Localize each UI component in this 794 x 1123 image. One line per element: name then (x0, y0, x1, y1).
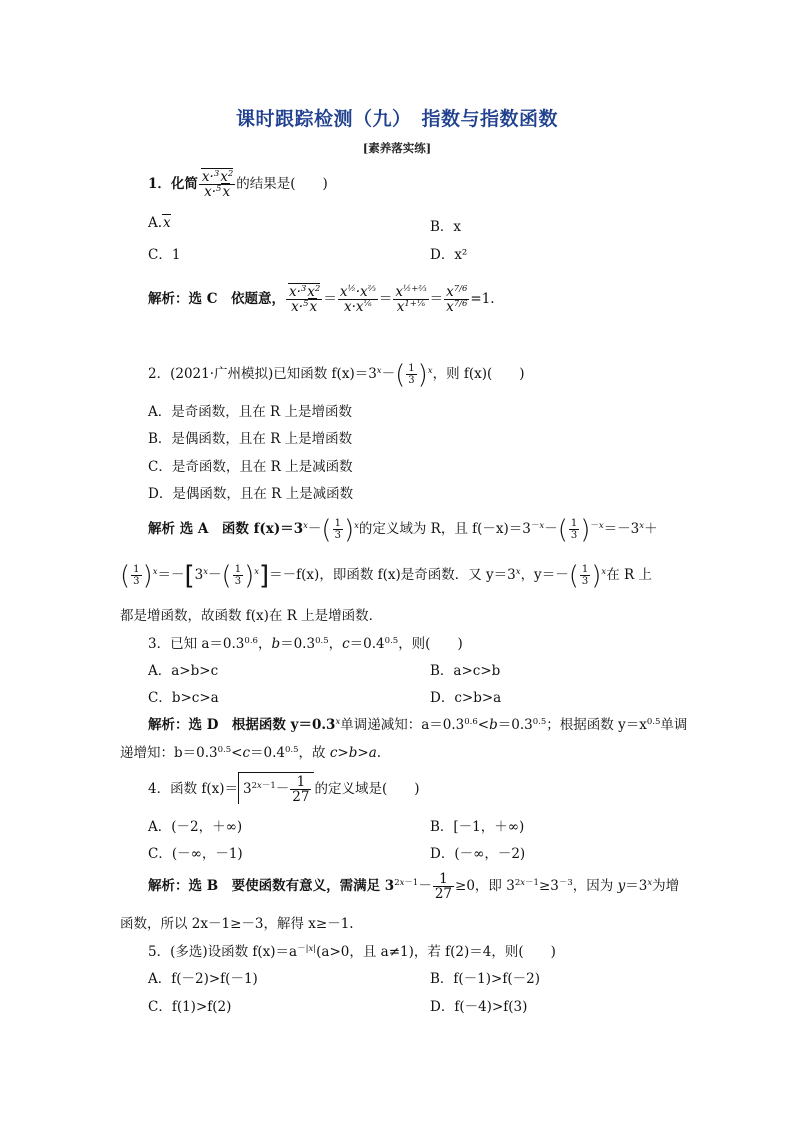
q2-stem: 2．(2021·广州模拟)已知函数 $f(x)=3^x-$( $\frac{1}{3}$ )$^x$，则 f(x)( ) (148, 360, 525, 390)
q2-option-d: D．是偶函数，且在 R 上是减函数 (148, 486, 354, 502)
q4-option-c: C．(－∞，－1) (148, 846, 243, 862)
q5-option-c: C．f(1)>f(2) (148, 999, 232, 1015)
q3-option-b: B．a>c>b (430, 663, 501, 679)
q1-option-a: A.x (148, 215, 171, 231)
q3-solution-line1: 解析：选 D 根据函数 $y=0.3^x$单调递减知：$a=0.3^{0.6}<b=0.3^{0.5}$；根据函数 $y=x^{0.5}$单调 (148, 717, 688, 733)
q1-stem: 1．化简 $\frac{x\cdot^3x^2}{x\cdot^5x}$ 的结果是( ) (148, 169, 328, 200)
q5-stem: 5．(多选)设函数 $f(x)=a^{-|x|}(a>0$，且 a≠1)，若 f(2)＝4，则( ) (148, 944, 556, 960)
q4-stem: 4．函数 $f(x)= 3^{2x-1}-$ $\frac{1}{27}$ 的定义域是( ) (148, 774, 420, 805)
q2-option-c: C．是奇函数，且在 R 上是减函数 (148, 459, 353, 475)
q2-option-a: A．是奇函数，且在 R 上是增函数 (148, 404, 352, 420)
q1-option-b: B．x (430, 219, 462, 235)
section-subtitle: [素养落实练] (362, 141, 432, 155)
q4-solution-line2: 函数，所以 2x－1≥－3，解得 x≥－1. (120, 916, 354, 932)
q4-option-d: D．(－∞，－2) (430, 846, 526, 862)
q2-solution-line3: 都是增函数，故函数 f(x)在 R 上是增函数． (120, 608, 383, 624)
q3-stem: 3．已知 $a=0.3^{0.6}$，$b=0.3^{0.5}$，$c=0.4^{0.5}$，则( ) (148, 636, 463, 652)
q3-option-d: D．c>b>a (430, 690, 502, 706)
q1-option-d: D．x² (430, 247, 468, 263)
q3-option-c: C．b>c>a (148, 690, 219, 706)
q5-option-d: D．f(－4)>f(3) (430, 999, 528, 1015)
q2-solution-line2: ( $\frac{1}{3}$ )$^x=-[3^x-$( $\frac{1}{3}$ )$^x$]＝－f(x)，即函数 f(x)是奇函数．又 $y=3^x$，y＝－( $\frac{1}{3}$ )$^x$在 R 上 (120, 561, 652, 591)
q2-option-b: B．是偶函数，且在 R 上是增函数 (148, 431, 353, 447)
q5-option-a: A．f(－2)>f(－1) (148, 971, 258, 987)
q3-option-a: A．a>b>c (148, 663, 219, 679)
page-title: 课时跟踪检测（九） 指数与指数函数 (235, 108, 558, 130)
q3-solution-line2: 递增知：$b=0.3^{0.5}<c=0.4^{0.5}$，故 c>b>a. (120, 745, 382, 761)
q4-option-b: B．[－1，＋∞) (430, 819, 525, 835)
q4-option-a: A．(－2，＋∞) (148, 819, 243, 835)
q1-option-c: C．1 (148, 247, 181, 263)
q4-solution-line1: 解析：选 B 要使函数有意义，需满足 $3^{2x-1}-$ $\frac{1}{27}$ ≥0，即 $3^{2x-1}\ge 3^{-3}$，因为 $y=3^x$为增 (148, 871, 680, 902)
q5-option-b: B．f(－1)>f(－2) (430, 971, 540, 987)
q1-solution: 解析：选 C 依题意， $\frac{x\cdot^3x^2}{x\cdot^5x}$ ＝ $\frac{x^{\frac{1}{2}}\cdot x^{\frac{2}{3}}}{x\cdot x^{\frac{1}{6}}}$ ＝ $\frac{x^{\frac{1}{2}+\frac{2}{3}}}{x^{1+\frac{1}{6}}}$ ＝ $\frac{x^{7/6}}{x^{7/6}}$ =1. (148, 284, 495, 315)
q2-solution-line1: 解析 选 A 函数 $f(x)=3^x-$( $\frac{1}{3}$ )$^x$的定义域为 R，且 $f(-x)=3^{-x}-$( $\frac{1}{3}$ )$^{-x}=-3^x+$ (148, 515, 658, 545)
